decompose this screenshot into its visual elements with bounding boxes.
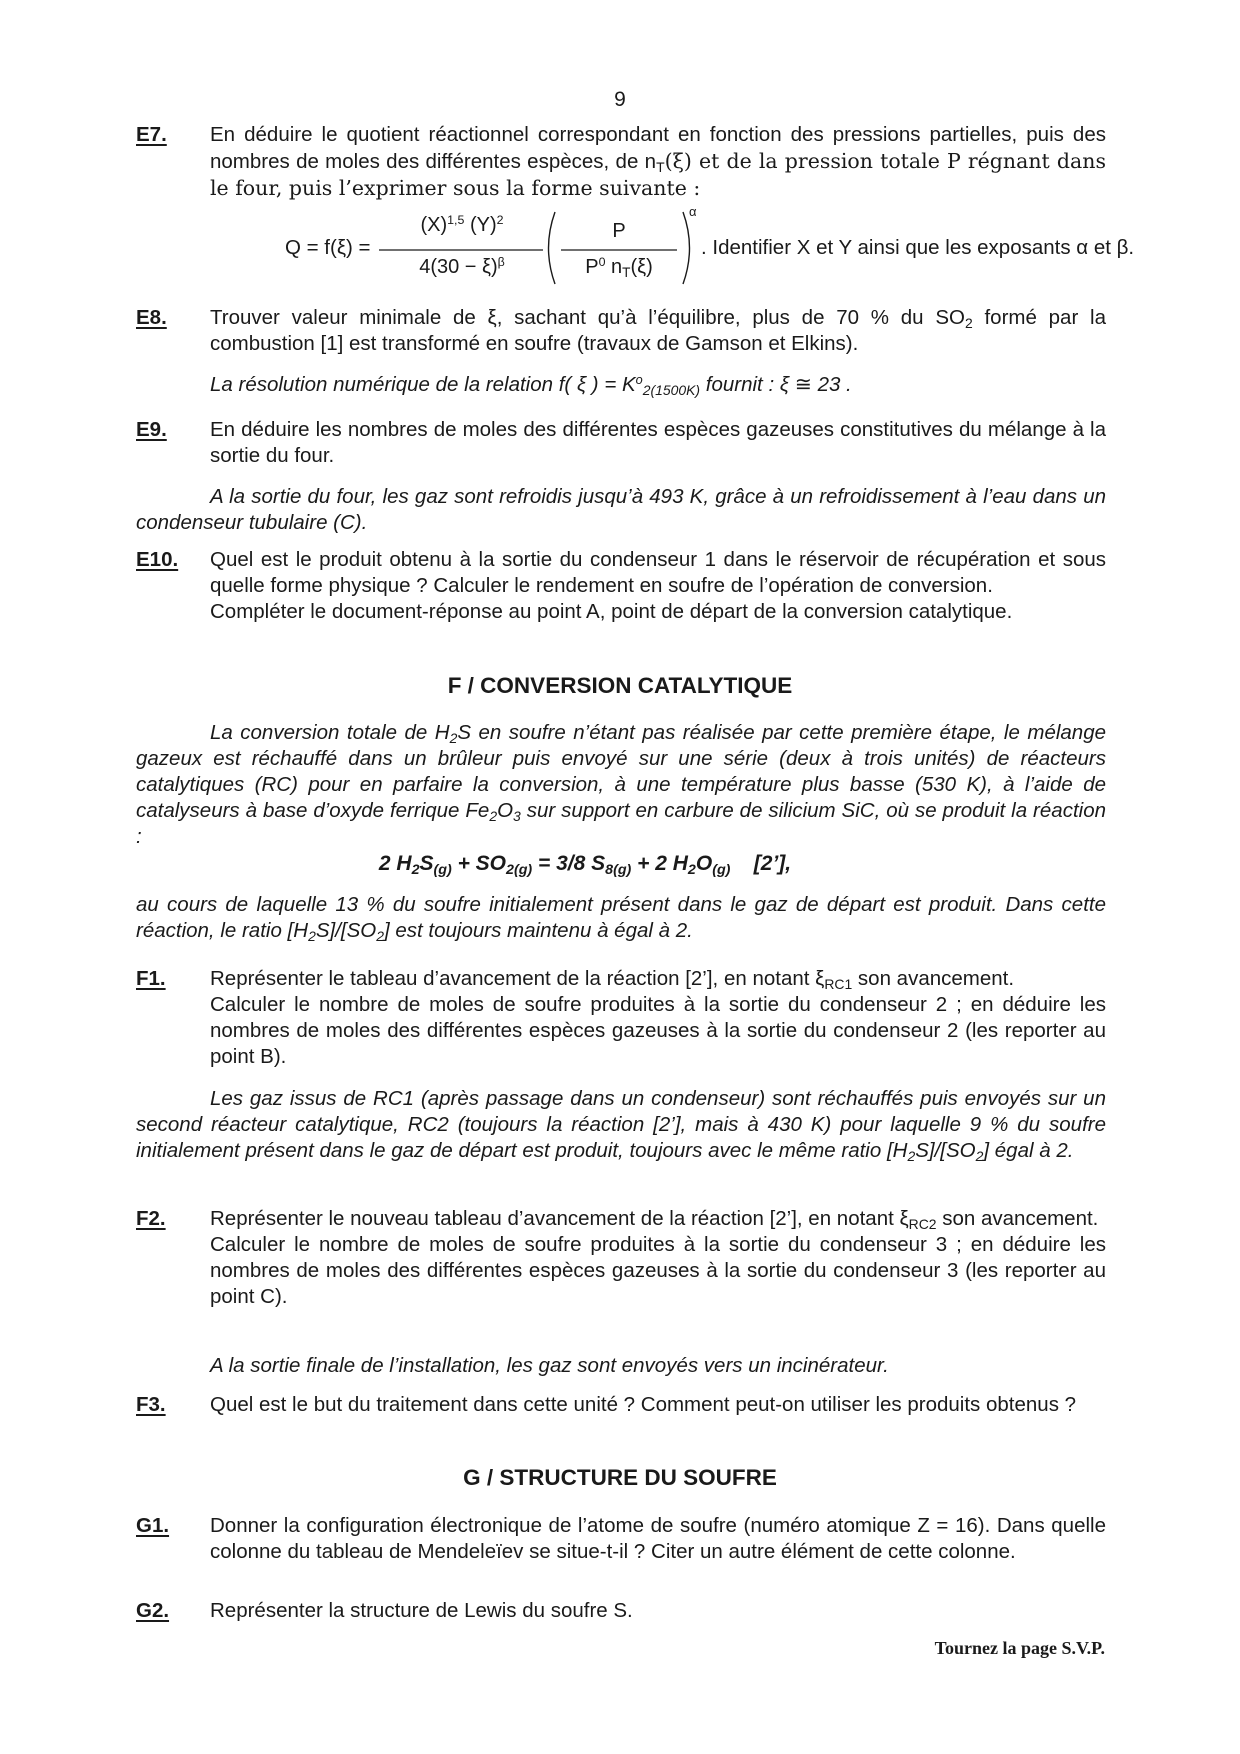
question-f3: F3. Quel est le but du traitement dans cette unité ? Comment peut-on utiliser les produits obtenus ? — [136, 1393, 1077, 1416]
formula-denominator: $4(30 - \xi)^\beta$ — [419, 255, 505, 278]
question-label: E7. — [136, 123, 167, 146]
question-label: E9. — [136, 418, 167, 441]
f1-note: Les gaz issus de RC1 (après passage dans un condenseur) sont réchauffés puis envoyés sur un second réacteur catalytique, RC2 (toujours la réaction [2’], mais à 430 K) pour laquelle 9 % du soufre initialement présent dans le gaz de départ est produit, toujours avec le même ratio $[H_2S]/[SO_2]$ égal à 2. — [136, 1087, 1106, 1164]
question-e8: E8. Trouver valeur minimale de ξ, sachant qu’à l’équilibre, plus de 70 % du $SO_2$ formé par la combustion [1] est transformé en soufre (travaux de Gamson et Elkins). — [136, 306, 1106, 355]
question-e7: E7. En déduire le quotient réactionnel correspondant en fonction des pressions partielles, puis des nombres de moles des différentes espèces, de $n_T(\xi)$ et de la pression totale P régnant dans le four, puis l’exprimer sous la forme suivante : — [136, 123, 1106, 200]
section-f-after: au cours de laquelle 13 % du soufre initialement présent dans le gaz de départ est produit. Dans cette réaction, le ratio $[H_2S]/[SO_2]$ est toujours maintenu à égal à 2. — [136, 893, 1106, 944]
question-label: G1. — [136, 1514, 170, 1537]
section-f-intro: La conversion totale de $H_2S$ en soufre n’étant pas réalisée par cette première étape, le mélange gazeux est réchauffé dans un brûleur puis envoyé sur une série (deux à trois unités) de réacteurs catalytiques (RC) pour en parfaire la conversion, à une température plus basse (530 K), à l’aide de catalyseurs à base d’oxyde ferrique $Fe_2O_3$ sur support en carbure de silicium SiC, où se produit la réaction : — [136, 721, 1107, 848]
fraction2-numerator: P — [612, 220, 626, 242]
formula-lhs: Q = f(ξ) = — [285, 236, 371, 259]
formula-numerator: $(X)^{1,5}$ $(Y)^2$ — [420, 213, 504, 236]
page-number: 9 — [614, 88, 626, 111]
reaction-quotient-formula — [285, 204, 1135, 288]
question-g1: G1. Donner la configuration électronique de l’atome de soufre (numéro atomique Z = 16). Dans quelle colonne du tableau de Mendeleïev se situe-t-il ? Citer un autre élément de cette colonne. — [136, 1514, 1106, 1563]
question-e10: E10. Quel est le produit obtenu à la sortie du condenseur 1 dans le réservoir de récupération et sous quelle forme physique ? Calculer le rendement en soufre de l’opération de conversion. Compléter le document-réponse au point A, point de départ de la conversion catalytique. — [136, 548, 1106, 623]
question-label: G2. — [136, 1599, 170, 1622]
f2-note: A la sortie finale de l’installation, les gaz sont envoyés vers un incinérateur. — [210, 1354, 889, 1377]
question-g2: G2. Représenter la structure de Lewis du soufre S. — [136, 1599, 633, 1622]
e8-note: La résolution numérique de la relation f( ξ ) = $K^o_{2(1500K)}$ fournit : ξ ≅ 23 . — [210, 372, 852, 398]
question-label: E10. — [136, 548, 179, 571]
question-label: F2. — [136, 1207, 166, 1230]
fraction2-denominator: $P^0$ $n_T(\xi)$ — [585, 255, 653, 280]
question-e9: E9. En déduire les nombres de moles des différentes espèces gazeuses constitutives du mélange à la sortie du four. — [136, 418, 1106, 467]
question-f2: F2. Représenter le nouveau tableau d’avancement de la réaction [2’], en notant $\xi_{RC2}$ son avancement. Calculer le nombre de moles de soufre produites à la sortie du condenseur 3 ; en déduire les nombres de moles des différentes espèces gazeuses à la sortie du condenseur 3 (les reporter au point C). — [136, 1207, 1106, 1308]
page-footer: Tournez la page S.V.P. — [934, 1638, 1105, 1658]
section-g-title: G / STRUCTURE DU SOUFRE — [463, 1465, 777, 1490]
question-f1: F1. Représenter le tableau d’avancement de la réaction [2’], en notant $\xi_{RC1}$ son avancement. Calculer le nombre de moles de soufre produites à la sortie du condenseur 2 ; en déduire les nombres de moles des différentes espèces gazeuses à la sortie du condenseur 2 (les reporter au point B). — [136, 967, 1106, 1068]
reaction-2prime: 2 $H_2S_{(g)} + SO_{2(g)} = 3/8$ $S_{8(g)} + 2$ $H_2O_{(g)}$ [2’], — [378, 852, 792, 878]
formula-tail: . Identifier X et Y ainsi que les exposants α et β. — [701, 236, 1135, 259]
question-label: E8. — [136, 306, 167, 329]
question-label: F1. — [136, 967, 166, 990]
e9-note: A la sortie du four, les gaz sont refroidis jusqu’à 493 K, grâce à un refroidissement à l’eau dans un condenseur tubulaire (C). — [136, 485, 1106, 534]
question-label: F3. — [136, 1393, 166, 1416]
exponent-alpha: α — [689, 204, 697, 219]
section-f-title: F / CONVERSION CATALYTIQUE — [447, 673, 793, 698]
